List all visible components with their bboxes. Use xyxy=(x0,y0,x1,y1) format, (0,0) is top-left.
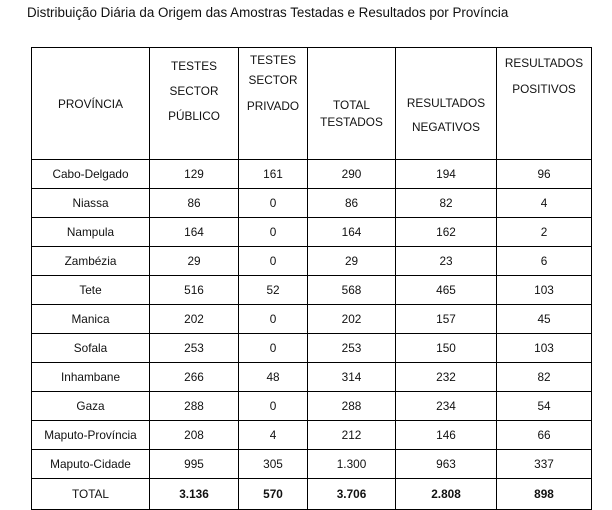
cell-testes-publico: 516 xyxy=(150,276,239,305)
cell-testes-publico: 129 xyxy=(150,160,239,189)
cell-resultados-negativos: 150 xyxy=(396,334,497,363)
cell-resultados-negativos: 82 xyxy=(396,189,497,218)
cell-resultados-negativos: 162 xyxy=(396,218,497,247)
cell-resultados-positivos: 103 xyxy=(497,334,592,363)
table-row xyxy=(32,218,592,247)
header-line: SECTOR xyxy=(248,73,298,87)
cell-provincia: Cabo-Delgado xyxy=(32,160,150,189)
header-testes-publico xyxy=(150,48,239,160)
header-provincia-line: PROVÍNCIA xyxy=(58,96,123,111)
cell-total-testados: 288 xyxy=(308,392,396,421)
header-line: TOTAL xyxy=(333,97,370,112)
cell-testes-privado: 0 xyxy=(239,218,308,247)
cell-total-testados: 314 xyxy=(308,363,396,392)
cell-testes-privado: 48 xyxy=(239,363,308,392)
cell-resultados-negativos: 232 xyxy=(396,363,497,392)
header-line: PÚBLICO xyxy=(168,109,220,123)
table-row xyxy=(32,450,592,479)
cell-resultados-negativos: 194 xyxy=(396,160,497,189)
cell-resultados-positivos: 4 xyxy=(497,189,592,218)
cell-total-testados: 86 xyxy=(308,189,396,218)
cell-provincia: Inhambane xyxy=(32,363,150,392)
header-line: TESTES xyxy=(250,53,296,67)
total-testes-privado: 570 xyxy=(239,479,308,510)
cell-provincia: Nampula xyxy=(32,218,150,247)
cell-testes-privado: 0 xyxy=(239,305,308,334)
table-row xyxy=(32,305,592,334)
cell-provincia: Maputo-Cidade xyxy=(32,450,150,479)
cell-provincia: Tete xyxy=(32,276,150,305)
cell-testes-publico: 266 xyxy=(150,363,239,392)
cell-resultados-negativos: 963 xyxy=(396,450,497,479)
total-row xyxy=(32,479,592,510)
table-row xyxy=(32,334,592,363)
header-testes-privado xyxy=(239,48,308,160)
cell-testes-publico: 288 xyxy=(150,392,239,421)
table-row xyxy=(32,392,592,421)
cell-testes-privado: 161 xyxy=(239,160,308,189)
cell-resultados-negativos: 157 xyxy=(396,305,497,334)
cell-total-testados: 568 xyxy=(308,276,396,305)
header-resultados-negativos xyxy=(396,48,497,160)
cell-total-testados: 290 xyxy=(308,160,396,189)
cell-resultados-negativos: 23 xyxy=(396,247,497,276)
cell-testes-privado: 0 xyxy=(239,334,308,363)
table-row xyxy=(32,363,592,392)
cell-testes-privado: 0 xyxy=(239,247,308,276)
cell-resultados-positivos: 6 xyxy=(497,247,592,276)
cell-testes-publico: 995 xyxy=(150,450,239,479)
header-resultados-positivos xyxy=(497,48,592,160)
header-line: RESULTADOS xyxy=(504,56,584,70)
page-title: Distribuição Diária da Origem das Amostras Testadas e Resultados por Província xyxy=(27,5,509,20)
cell-testes-publico: 202 xyxy=(150,305,239,334)
cell-total-testados: 253 xyxy=(308,334,396,363)
cell-total-testados: 212 xyxy=(308,421,396,450)
header-row xyxy=(32,48,592,160)
cell-testes-privado: 0 xyxy=(239,189,308,218)
cell-total-testados: 164 xyxy=(308,218,396,247)
cell-testes-privado: 52 xyxy=(239,276,308,305)
cell-resultados-negativos: 465 xyxy=(396,276,497,305)
header-line: TESTES xyxy=(171,59,217,73)
cell-testes-publico: 208 xyxy=(150,421,239,450)
cell-resultados-positivos: 337 xyxy=(497,450,592,479)
cell-testes-publico: 86 xyxy=(150,189,239,218)
header-line: SECTOR xyxy=(169,84,219,98)
cell-provincia: Zambézia xyxy=(32,247,150,276)
header-provincia xyxy=(32,48,150,160)
table-row xyxy=(32,247,592,276)
cell-provincia: Gaza xyxy=(32,392,150,421)
header-line: PRIVADO xyxy=(246,99,300,113)
cell-testes-privado: 4 xyxy=(239,421,308,450)
cell-resultados-positivos: 96 xyxy=(497,160,592,189)
cell-testes-privado: 305 xyxy=(239,450,308,479)
table-row xyxy=(32,421,592,450)
cell-provincia: Sofala xyxy=(32,334,150,363)
header-line: POSITIVOS xyxy=(512,82,576,96)
cell-resultados-positivos: 82 xyxy=(497,363,592,392)
cell-resultados-positivos: 103 xyxy=(497,276,592,305)
header-line: NEGATIVOS xyxy=(412,119,480,134)
cell-provincia: Manica xyxy=(32,305,150,334)
cell-resultados-negativos: 146 xyxy=(396,421,497,450)
results-table xyxy=(31,47,592,510)
cell-total-testados: 202 xyxy=(308,305,396,334)
total-testados: 3.706 xyxy=(308,479,396,510)
cell-testes-publico: 164 xyxy=(150,218,239,247)
cell-resultados-negativos: 234 xyxy=(396,392,497,421)
cell-resultados-positivos: 54 xyxy=(497,392,592,421)
total-label: TOTAL xyxy=(32,479,150,510)
cell-total-testados: 29 xyxy=(308,247,396,276)
header-line: RESULTADOS xyxy=(406,95,486,110)
cell-resultados-positivos: 2 xyxy=(497,218,592,247)
cell-testes-publico: 253 xyxy=(150,334,239,363)
total-resultados-positivos: 898 xyxy=(497,479,592,510)
cell-testes-publico: 29 xyxy=(150,247,239,276)
cell-testes-privado: 0 xyxy=(239,392,308,421)
table-row xyxy=(32,189,592,218)
table-row xyxy=(32,160,592,189)
cell-total-testados: 1.300 xyxy=(308,450,396,479)
header-line: TESTADOS xyxy=(320,114,383,129)
table-row xyxy=(32,276,592,305)
cell-resultados-positivos: 45 xyxy=(497,305,592,334)
header-total-testados xyxy=(308,48,396,160)
total-resultados-negativos: 2.808 xyxy=(396,479,497,510)
cell-resultados-positivos: 66 xyxy=(497,421,592,450)
total-testes-publico: 3.136 xyxy=(150,479,239,510)
cell-provincia: Niassa xyxy=(32,189,150,218)
cell-provincia: Maputo-Província xyxy=(32,421,150,450)
